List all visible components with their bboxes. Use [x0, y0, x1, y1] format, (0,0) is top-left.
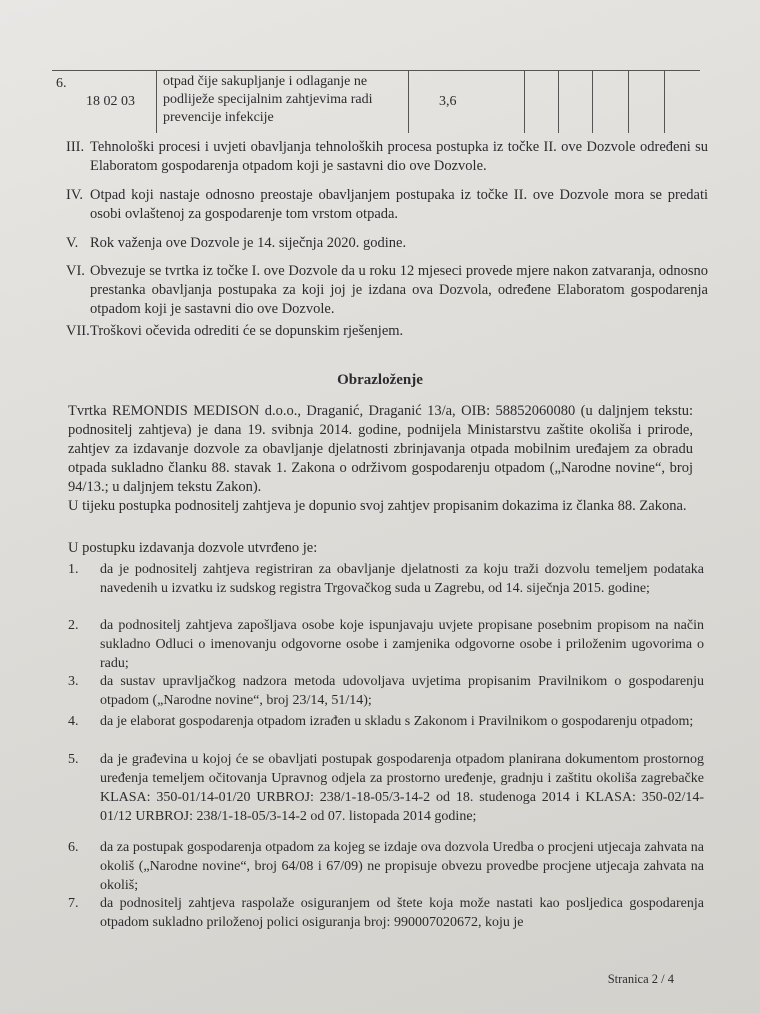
intro-paragraph-2: U tijeku postupka podnositelj zahtjeva je dopunio svoj zahtjev propisanim dokazima iz članka 88. Zakona.	[68, 498, 687, 514]
page-number: Stranica 2 / 4	[607, 972, 674, 986]
section-vii: VII. Troškovi očevida odrediti će se dopunskim rješenjem.	[66, 323, 404, 339]
intro-paragraph: Tvrtka REMONDIS MEDISON d.o.o., Draganić, Draganić 13/a, OIB: 58852060080 (u daljnjem tekstu: podnositelj zahtjeva) je dana 19. svibnja 2014. godine, podnijela Ministarstvu zaštite okoliša i prirode, zahtjev za izdavanje dozvole za obavljanje djelatnosti zbrinjavanja otpada mobilnim uređajem za obradu otpada sukladno članku 88. stavak 1. Zakona o održivom gospodarenju otpadom („Narodne novine“, broj 94/13.; u daljnjem tekstu Zakon).	[68, 403, 693, 495]
section-heading: Obrazloženje	[337, 372, 423, 388]
table-cell-value	[408, 71, 524, 133]
finding-item-2: 2. da podnositelj zahtjeva zapošljava osobe koje ispunjavaju uvjete propisane posebnim propisom na način sukladno Odluci o imenovanju odgovorne osobe i zamjenika odgovorne osobe i priloženim ugovorima o radu;	[68, 618, 704, 671]
section-iii: III. Tehnološki procesi i uvjeti obavljanja tehnoloških procesa postupka iz točke II. ove Dozvole određeni su Elaboratom gospodarenja otpadom koji je sastavni dio ove Dozvole.	[66, 139, 708, 174]
table-cell-number	[52, 71, 156, 133]
waste-code: 18 02 03	[86, 94, 135, 109]
finding-item-6: 6. da za postupak gospodarenja otpadom za kojeg se izdaje ova dozvola Uredba o procjeni utjecaja zahvata na okoliš („Narodne novine“, broj 64/08 i 67/09) ne propisuje obvezu provedbe procjene utjecaja zahvata na okoliš;	[68, 840, 704, 893]
section-v: V. Rok važenja ove Dozvole je 14. siječnja 2020. godine.	[66, 235, 407, 251]
section-vi: VI. Obvezuje se tvrtka iz točke I. ove Dozvole da u roku 12 mjeseci provede mjere nakon zatvaranja, odnosno prestanka obavljanja postupaka za koji joj je izdana ova Dozvola, određene Elaboratom gospodarenja otpadom koji je sastavni dio ove Dozvole.	[66, 263, 708, 317]
finding-item-3: 3. da sustav upravljačkog nadzora metoda udovoljava uvjetima propisanim Pravilnikom o gospodarenju otpadom („Narodne novine“, broj 23/14, 51/14);	[68, 674, 704, 708]
waste-quantity: 3,6	[439, 94, 457, 109]
finding-item-5: 5. da je građevina u kojoj će se obavljati postupak gospodarenja otpadom planirana dokumentom prostornog uređenja temeljem očitovanja Upravnog odjela za prostorno uređenje, gradnju i zaštitu okoliša zagrebačke KLASA: 350-01/14-01/20 URBROJ: 238/1-18-05/3-14-2 od 18. studenoga 2014 i KLASA: 350-02/14-01/12 URBROJ: 238/1-18-05/3-14-2 od 07. listopada 2014 godine;	[68, 752, 704, 824]
finding-item-7: 7. da podnositelj zahtjeva raspolaže osiguranjem od štete koja može nastati kao posljedica gospodarenja otpadom sukladno priloženoj polici osiguranja broj: 990007020672, koju je	[68, 896, 704, 930]
table-cell-description	[156, 71, 408, 133]
row-number: 6.	[56, 76, 67, 91]
waste-table	[52, 70, 700, 133]
findings-intro: U postupku izdavanja dozvole utvrđeno je:	[68, 540, 318, 556]
section-iv: IV. Otpad koji nastaje odnosno preostaje obavljanjem postupaka iz točke II. ove Dozvole mora se predati osobi ovlaštenoj za gospodarenje tom vrstom otpada.	[66, 187, 708, 222]
finding-item-1: 1. da je podnositelj zahtjeva registriran za obavljanje djelatnosti za koju traži dozvolu temeljem podataka navedenih u izvatku iz sudskog registra Trgovačkog suda u Zagrebu, od 14. siječnja 2015. godine;	[68, 562, 704, 596]
waste-description: otpad čije sakupljanje i odlaganje ne podliježe specijalnim zahtjevima radi prevencije infekcije	[163, 74, 373, 125]
finding-item-4: 4. da je elaborat gospodarenja otpadom izrađen u skladu s Zakonom i Pravilnikom o gospodarenju otpadom;	[68, 714, 694, 729]
